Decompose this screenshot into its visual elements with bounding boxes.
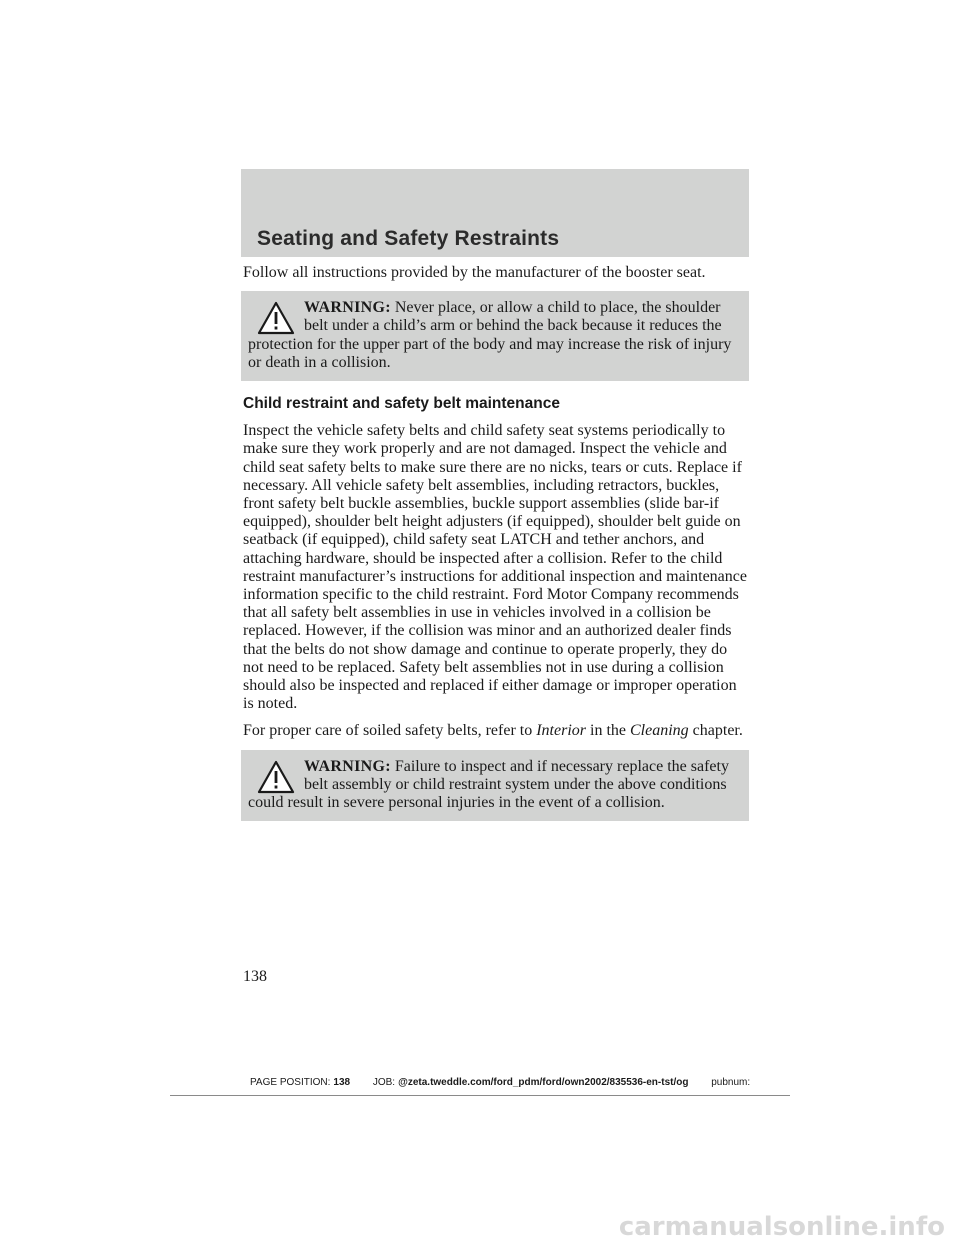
subheading: Child restraint and safety belt maintenance (243, 395, 560, 413)
maintenance-paragraph: Inspect the vehicle safety belts and child safety seat systems periodically to make sure they work properly and are not damaged. Inspect the vehicle and child seat safety belts to make sure there are no nicks, tears or cuts. Replace if necessary. All vehicle safety belt assemblies, including retractors, buckles, front safety belt buckle assemblies, buckle support assemblies (slide bar-if equipped), shoulder belt height adjusters (if equipped), shoulder belt guide on seatback (if equipped), child safety seat LATCH and tether anchors, and attaching hardware, should be inspected after a collision. Refer to the child restraint manufacturer’s instructions for additional inspection and maintenance information specific to the child restraint. Ford Motor Company recommends that all safety belt assemblies in use in vehicles involved in a collision be replaced. However, if the collision was minor and an authorized dealer finds that the belts do not show damage and continue to operate properly, they do not need to be replaced. Safety belt assemblies not in use during a collision should also be inspected and replaced if either damage or improper operation is noted. (243, 422, 747, 713)
watermark: carmanualsonline.info (618, 1212, 945, 1242)
care-middle: in the (586, 722, 630, 740)
footer-position-value: 138 (333, 1077, 351, 1088)
footer-position-label: PAGE POSITION: (250, 1077, 331, 1088)
warning-text: Never place, or allow a child to place, the shoulder belt under a child’s arm or behind the back because it reduces the protection for the upper part of the body and may increase the risk of injury or death in a collision. (248, 299, 732, 371)
warning-triangle-icon (257, 301, 295, 335)
care-paragraph (243, 722, 747, 740)
warning-label: WARNING: (304, 299, 391, 317)
section-header (241, 169, 749, 257)
intro-paragraph: Follow all instructions provided by the manufacturer of the booster seat. (243, 264, 706, 281)
warning-label: WARNING: (304, 757, 391, 775)
footer-pubnum-label: pubnum: (711, 1077, 751, 1088)
interior-reference: Interior (536, 722, 586, 740)
print-footer (250, 1077, 810, 1088)
footer-job-label: JOB: (372, 1077, 396, 1088)
warning-text: Failure to inspect and if necessary replace the safety belt assembly or child restraint system under the above conditions could result in severe personal injuries in the event of a collision. (248, 757, 729, 812)
page-content (243, 264, 747, 835)
cleaning-reference: Cleaning (630, 722, 689, 740)
warning-box-2 (241, 750, 749, 822)
warning-triangle-icon (257, 760, 295, 794)
footer-divider (170, 1095, 790, 1096)
warning-box-1 (241, 291, 749, 381)
care-suffix: chapter. (688, 722, 743, 740)
care-prefix: For proper care of soiled safety belts, refer to (243, 722, 537, 740)
section-title: Seating and Safety Restraints (257, 227, 560, 250)
page-number: 138 (243, 968, 267, 985)
footer-job-value: @zeta.tweddle.com/ford_pdm/ford/own2002/835536-en-tst/og (398, 1077, 689, 1088)
